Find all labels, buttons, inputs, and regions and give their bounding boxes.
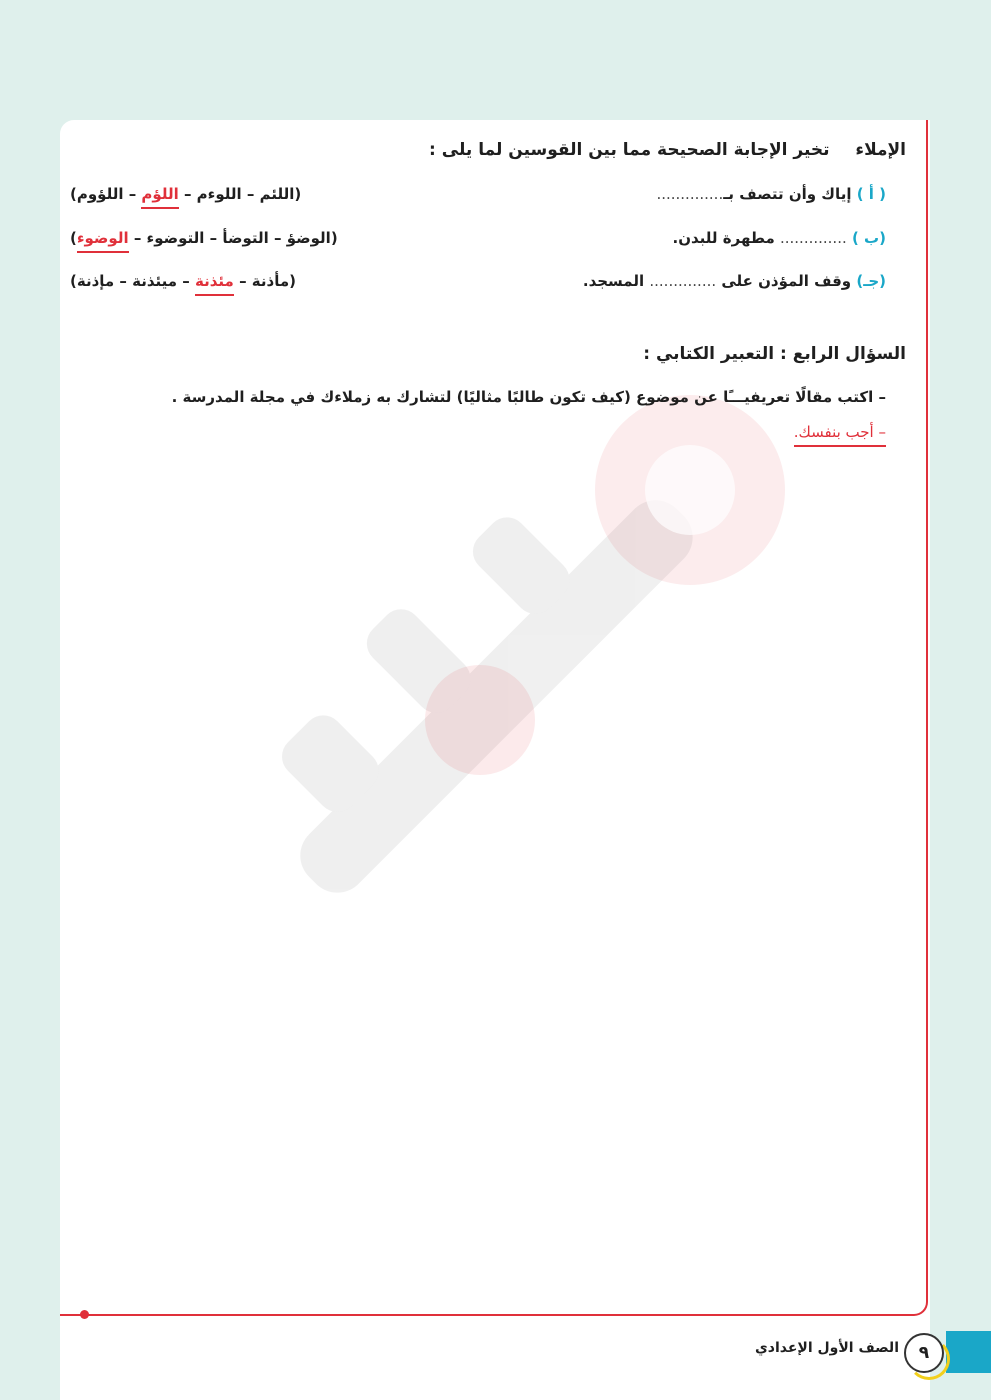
spelling-instruction: تخير الإجابة الصحيحة مما بين القوسين لما يلى :: [429, 140, 830, 160]
spelling-options-c: [70, 272, 296, 290]
correct-answer: الوضوء: [77, 229, 129, 253]
correct-answer: اللؤم: [141, 185, 178, 209]
correct-answer: مئذنة: [195, 272, 234, 296]
item-letter: (جـ): [856, 272, 886, 290]
blank-dots: ..............: [649, 272, 717, 290]
spelling-label: الإملاء: [855, 140, 906, 160]
spelling-item-b: [673, 229, 887, 247]
footer-grade: الصف الأول الإعدادي: [754, 1340, 899, 1356]
item-text: وقف المؤذن على: [716, 272, 852, 290]
options-open: (اللئم – اللوءم –: [178, 185, 302, 203]
blank-dots: ..............: [656, 185, 724, 203]
writing-task: – اكتب مقالًا تعريفيـــًا عن موضوع (كيف تكون طالبًا مثاليًا) لتشارك به زملاءك في مجلة المدرسة .: [171, 388, 886, 406]
writing-answer: [794, 423, 886, 441]
item-letter: ( أ ): [856, 185, 886, 203]
spelling-options-b: [70, 229, 338, 247]
spelling-options-a: [70, 185, 301, 203]
item-text: إياك وأن تتصف بـ: [723, 185, 852, 203]
options-open: (مأذنة –: [233, 272, 296, 290]
options-open: (الوضؤ – التوضأ – التوضوء –: [128, 229, 338, 247]
options-close: ): [70, 229, 77, 247]
writing-answer-text: – أجب بنفسك.: [794, 423, 886, 447]
item-text-after: مطهرة للبدن.: [672, 229, 780, 247]
blank-dots: ..............: [779, 229, 847, 247]
footer-tab: [946, 1331, 991, 1373]
spelling-item-a: [656, 185, 886, 203]
page-number: ٩: [904, 1333, 944, 1373]
spelling-title: [429, 140, 906, 160]
card-border-dot: [80, 1310, 89, 1319]
item-text-after: المسجد.: [582, 272, 650, 290]
writing-title: السؤال الرابع : التعبير الكتابي :: [643, 344, 906, 364]
options-close: – ميئذنة – مإذنة): [70, 272, 196, 290]
spelling-item-c: [583, 272, 886, 290]
card-border: [60, 120, 928, 1316]
options-close: – اللؤوم): [70, 185, 142, 203]
item-letter: (ب ): [851, 229, 886, 247]
